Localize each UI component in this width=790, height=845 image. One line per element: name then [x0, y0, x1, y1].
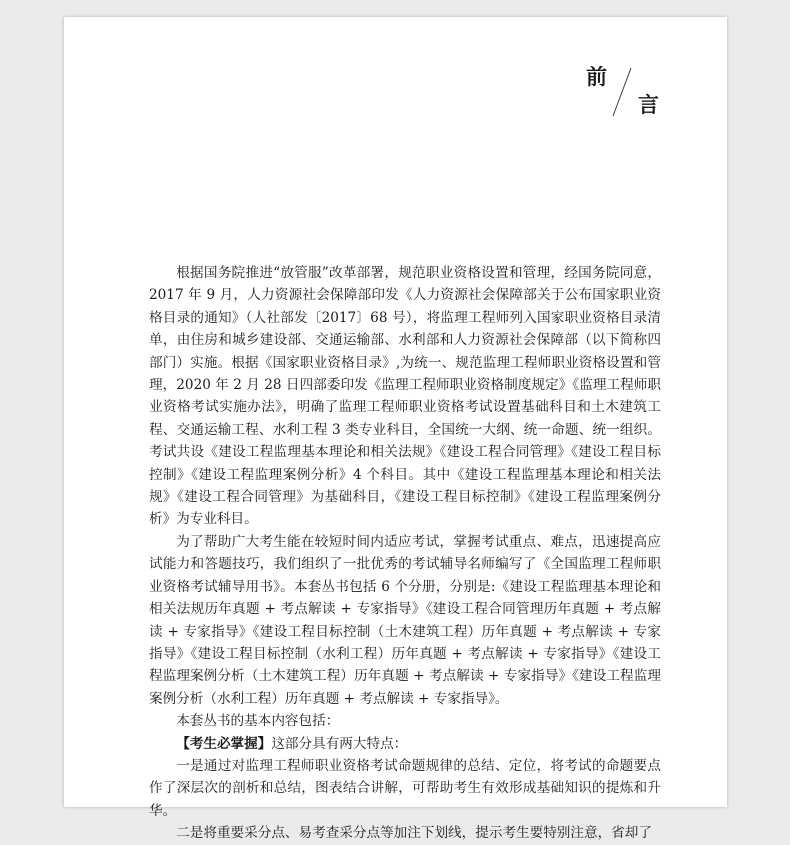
section-heading-text: 这部分具有两大特点： — [271, 735, 408, 752]
title-char-first: 前 — [586, 64, 607, 89]
title-char-second: 言 — [638, 92, 659, 117]
paragraph-point-one: 一是通过对监理工程师职业资格考试命题规律的总结、定位，将考试的命题要点作了深层次的剖析和总结，图表结合讲解，可帮助考生有效形成基础知识的提炼和升华。 — [149, 757, 661, 819]
paragraph-point-two: 二是将重要采分点、易考查采分点等加注下划线，提示考生要特别注意，省却了 — [176, 825, 652, 842]
preface-body — [149, 262, 661, 845]
paragraph-contents-intro: 本套丛书的基本内容包括： — [176, 713, 340, 730]
paragraph-series-intro: 为了帮助广大考生能在较短时间内适应考试，掌握考试重点、难点，迅速提高应试能力和答题技巧，我们组织了一批优秀的考试辅导名师编写了《全国监理工程师职业资格考试辅导用书》。本套丛书包括 6 个分册，分别是:《建设工程监理基本理论和相关法规历年真题 + 考点解读 + 专家指导》《建设工程合同管理历年真题 + 考点解读 + 专家指导》《建设工程目标控制（土木建筑工程）历年真题 + 考点解读 + 专家指导》《建设工程目标控制（水利工程）历年真题 + 考点解读 + 专家指导》《建设工程监理案例分析（土木建筑工程）历年真题 + 考点解读 + 专家指导》《建设工程监理案例分析（水利工程）历年真题 + 考点解读 + 专家指导》。 — [149, 533, 661, 707]
preface-title — [64, 17, 727, 157]
section-heading-mark: 【考生必掌握】 — [176, 735, 272, 752]
paragraph-background: 根据国务院推进“放管服”改革部署，规范职业资格设置和管理，经国务院同意，2017 年 9 月，人力资源社会保障部印发《人力资源社会保障部关于公布国家职业资格目录的通知》（人社部发〔2017〕68 号），将监理工程师列入国家职业资格目录清单，由住房和城乡建设部、交通运输部、水利部和人力资源社会保障部（以下简称四部门）实施。根据《国家职业资格目录》,为统一、规范监理工程师职业资格设置和管理，2020 年 2 月 28 日四部委印发《监理工程师职业资格制度规定》《监理工程师职业资格考试实施办法》，明确了监理工程师职业资格考试设置基础科目和土木建筑工程、交通运输工程、水利工程 3 类专业科目，全国统一大纲、统一命题、统一组织。考试共设《建设工程监理基本理论和相关法规》《建设工程合同管理》《建设工程目标控制》《建设工程监理案例分析》4 个科目。其中《建设工程监理基本理论和相关法规》《建设工程合同管理》为基础科目，《建设工程目标控制》《建设工程监理案例分析》为专业科目。 — [149, 265, 661, 528]
document-page — [64, 17, 727, 842]
section-heading-line — [149, 733, 661, 755]
title-slash-divider — [612, 67, 632, 117]
